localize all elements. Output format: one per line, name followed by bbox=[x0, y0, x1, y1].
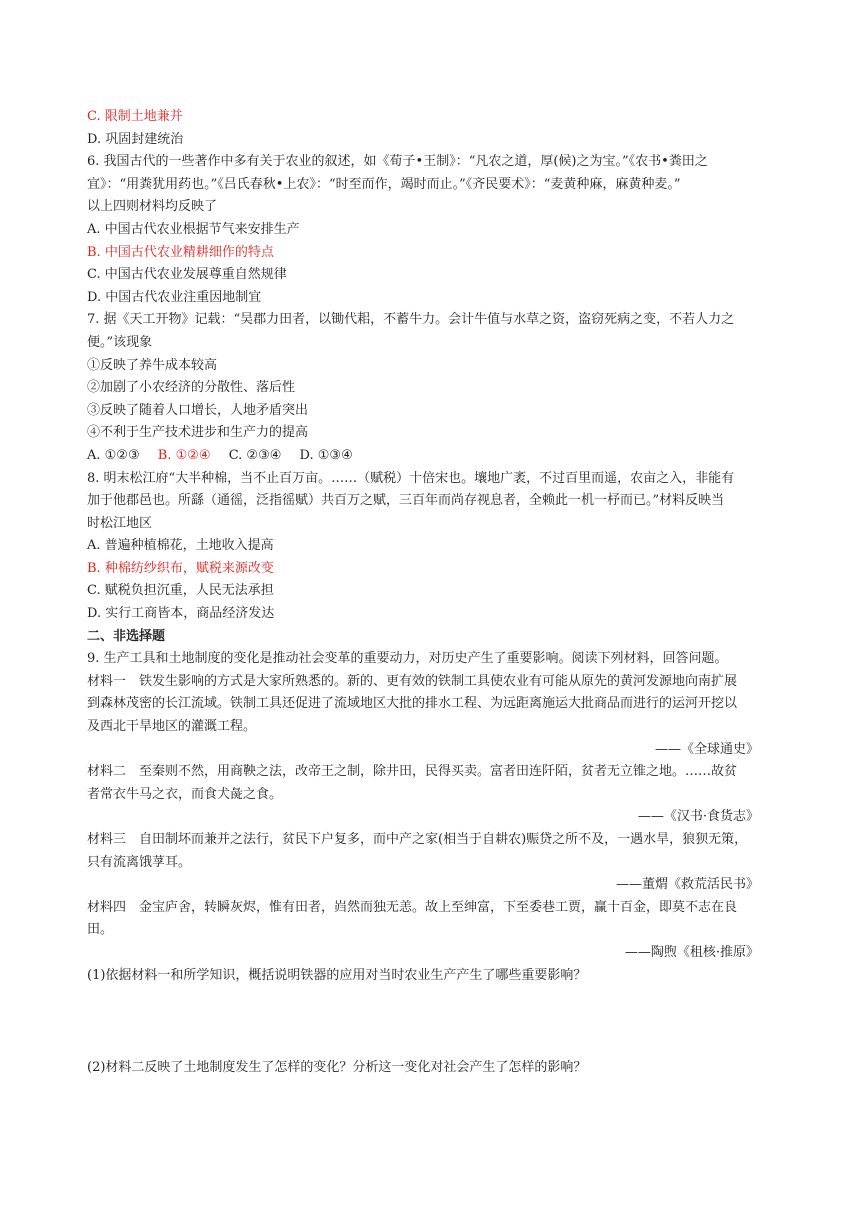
q6-stem-line: 以上四则材料均反映了 bbox=[87, 199, 218, 215]
q7-item-2: ②加剧了小农经济的分散性、落后性 bbox=[87, 380, 296, 396]
material-3-line: 只有流离饿莩耳。 bbox=[87, 854, 192, 870]
q7-option-a: A. ①②③ bbox=[87, 447, 140, 463]
q8-option-b-answer: B. 种棉纺纱织布，赋税来源改变 bbox=[87, 560, 274, 576]
material-2-source: ——《汉书·食货志》 bbox=[637, 809, 759, 825]
material-4-line: 材料四 金宝庐舍，转瞬灰烬，惟有田者，岿然而独无恙。故上至绅富，下至委巷工贾，赢十百金，即莫不志在良 bbox=[87, 899, 738, 915]
material-2-line: 者常衣牛马之衣，而食犬彘之食。 bbox=[87, 786, 283, 802]
q6-stem-line: 宜》：“用粪犹用药也。”《吕氏春秋•上农》：“时至而作，竭时而止。”《齐民要术》：“麦黄种麻，麻黄种麦。” bbox=[87, 176, 681, 192]
q5-option-c-answer: C. 限制土地兼并 bbox=[87, 109, 183, 124]
section-heading: 二、非选择题 bbox=[87, 628, 166, 644]
material-1-line: 及西北干旱地区的灌溉工程。 bbox=[87, 719, 257, 735]
material-1-source: ——《全球通史》 bbox=[654, 741, 759, 757]
q7-option-d: D. ①③④ bbox=[299, 447, 353, 463]
q5-option-d: D. 巩固封建统治 bbox=[87, 131, 184, 147]
material-3-line: 材料三 自田制坏而兼并之法行，贫民下户复多，而中产之家(相当于自耕农)赈贷之所不及，一遇水旱，狼狈无策， bbox=[87, 832, 748, 847]
q7-option-c: C. ②③④ bbox=[228, 447, 282, 463]
q6-stem-line: 6. 我国古代的一些著作中多有关于农业的叙述，如《荀子•王制》：“凡农之道，厚(候)之为宝。”《农书•粪田之 bbox=[87, 154, 708, 170]
material-3-source: ——董煟《救荒活民书》 bbox=[615, 877, 759, 893]
q8-stem-line: 时松江地区 bbox=[87, 515, 153, 531]
answer-space bbox=[87, 987, 773, 1057]
sub-question-1: (1)依据材料一和所学知识，概括说明铁器的应用对当时农业生产产生了哪些重要影响？ bbox=[87, 967, 587, 983]
material-2-line: 材料二 至秦则不然，用商鞅之法，改帝王之制，除井田，民得买卖。富者田连阡陌，贫者无立锥之地。……故贫 bbox=[87, 764, 738, 780]
sub-question-2: (2)材料二反映了土地制度发生了怎样的变化？分析这一变化对社会产生了怎样的影响？ bbox=[87, 1060, 587, 1076]
q8-option-a: A. 普遍种植棉花，土地收入提高 bbox=[87, 538, 274, 554]
q6-option-b-answer: B. 中国古代农业精耕细作的特点 bbox=[87, 244, 274, 260]
worksheet-page bbox=[87, 106, 773, 1080]
q6-option-a: A. 中国古代农业根据节气来安排生产 bbox=[87, 221, 300, 237]
q7-item-3: ③反映了随着人口增长，人地矛盾突出 bbox=[87, 402, 309, 418]
q8-stem-line: 加于他郡邑也。所繇（通徭，泛指徭赋）共百万之赋，三百年而尚存视息者，全赖此一机一杼而已。”材料反映当 bbox=[87, 493, 725, 509]
material-1-line: 到森林茂密的长江流域。铁制工具还促进了流域地区大批的排水工程、为远距离施运大批商品而进行的运河开挖以 bbox=[87, 696, 738, 712]
q8-option-c: C. 赋税负担沉重，人民无法承担 bbox=[87, 583, 274, 599]
q7-stem-line: 7. 据《天工开物》记载：“吴郡力田者，以锄代耜，不蓄牛力。会计牛值与水草之资，盗窃死病之变，不若人力之 bbox=[87, 312, 735, 328]
material-4-source: ——陶煦《租核·推原》 bbox=[624, 944, 759, 960]
q9-stem: 9. 生产工具和土地制度的变化是推动社会变革的重要动力，对历史产生了重要影响。阅读下列材料，回答问题。 bbox=[87, 651, 728, 667]
q6-option-d: D. 中国古代农业注重因地制宜 bbox=[87, 289, 262, 305]
q8-stem-line: 8. 明末松江府“大半种棉，当不止百万亩。……（赋税）十倍宋也。壤地广袤，不过百里而遥，农亩之入，非能有 bbox=[87, 470, 735, 486]
q7-option-b-answer: B. ①②④ bbox=[157, 447, 211, 463]
q7-stem-line: 便。”该现象 bbox=[87, 334, 153, 350]
q7-item-4: ④不利于生产技术进步和生产力的提高 bbox=[87, 425, 309, 441]
q7-item-1: ①反映了养牛成本较高 bbox=[87, 357, 218, 373]
q8-option-d: D. 实行工商皆本，商品经济发达 bbox=[87, 606, 275, 622]
material-1-line: 材料一 铁发生影响的方式是大家所熟悉的。新的、更有效的铁制工具使农业有可能从原先的黄河发源地向南扩展 bbox=[87, 673, 738, 689]
material-4-line: 田。 bbox=[87, 922, 114, 938]
q6-option-c: C. 中国古代农业发展尊重自然规律 bbox=[87, 267, 287, 283]
q7-options-row bbox=[87, 445, 773, 468]
